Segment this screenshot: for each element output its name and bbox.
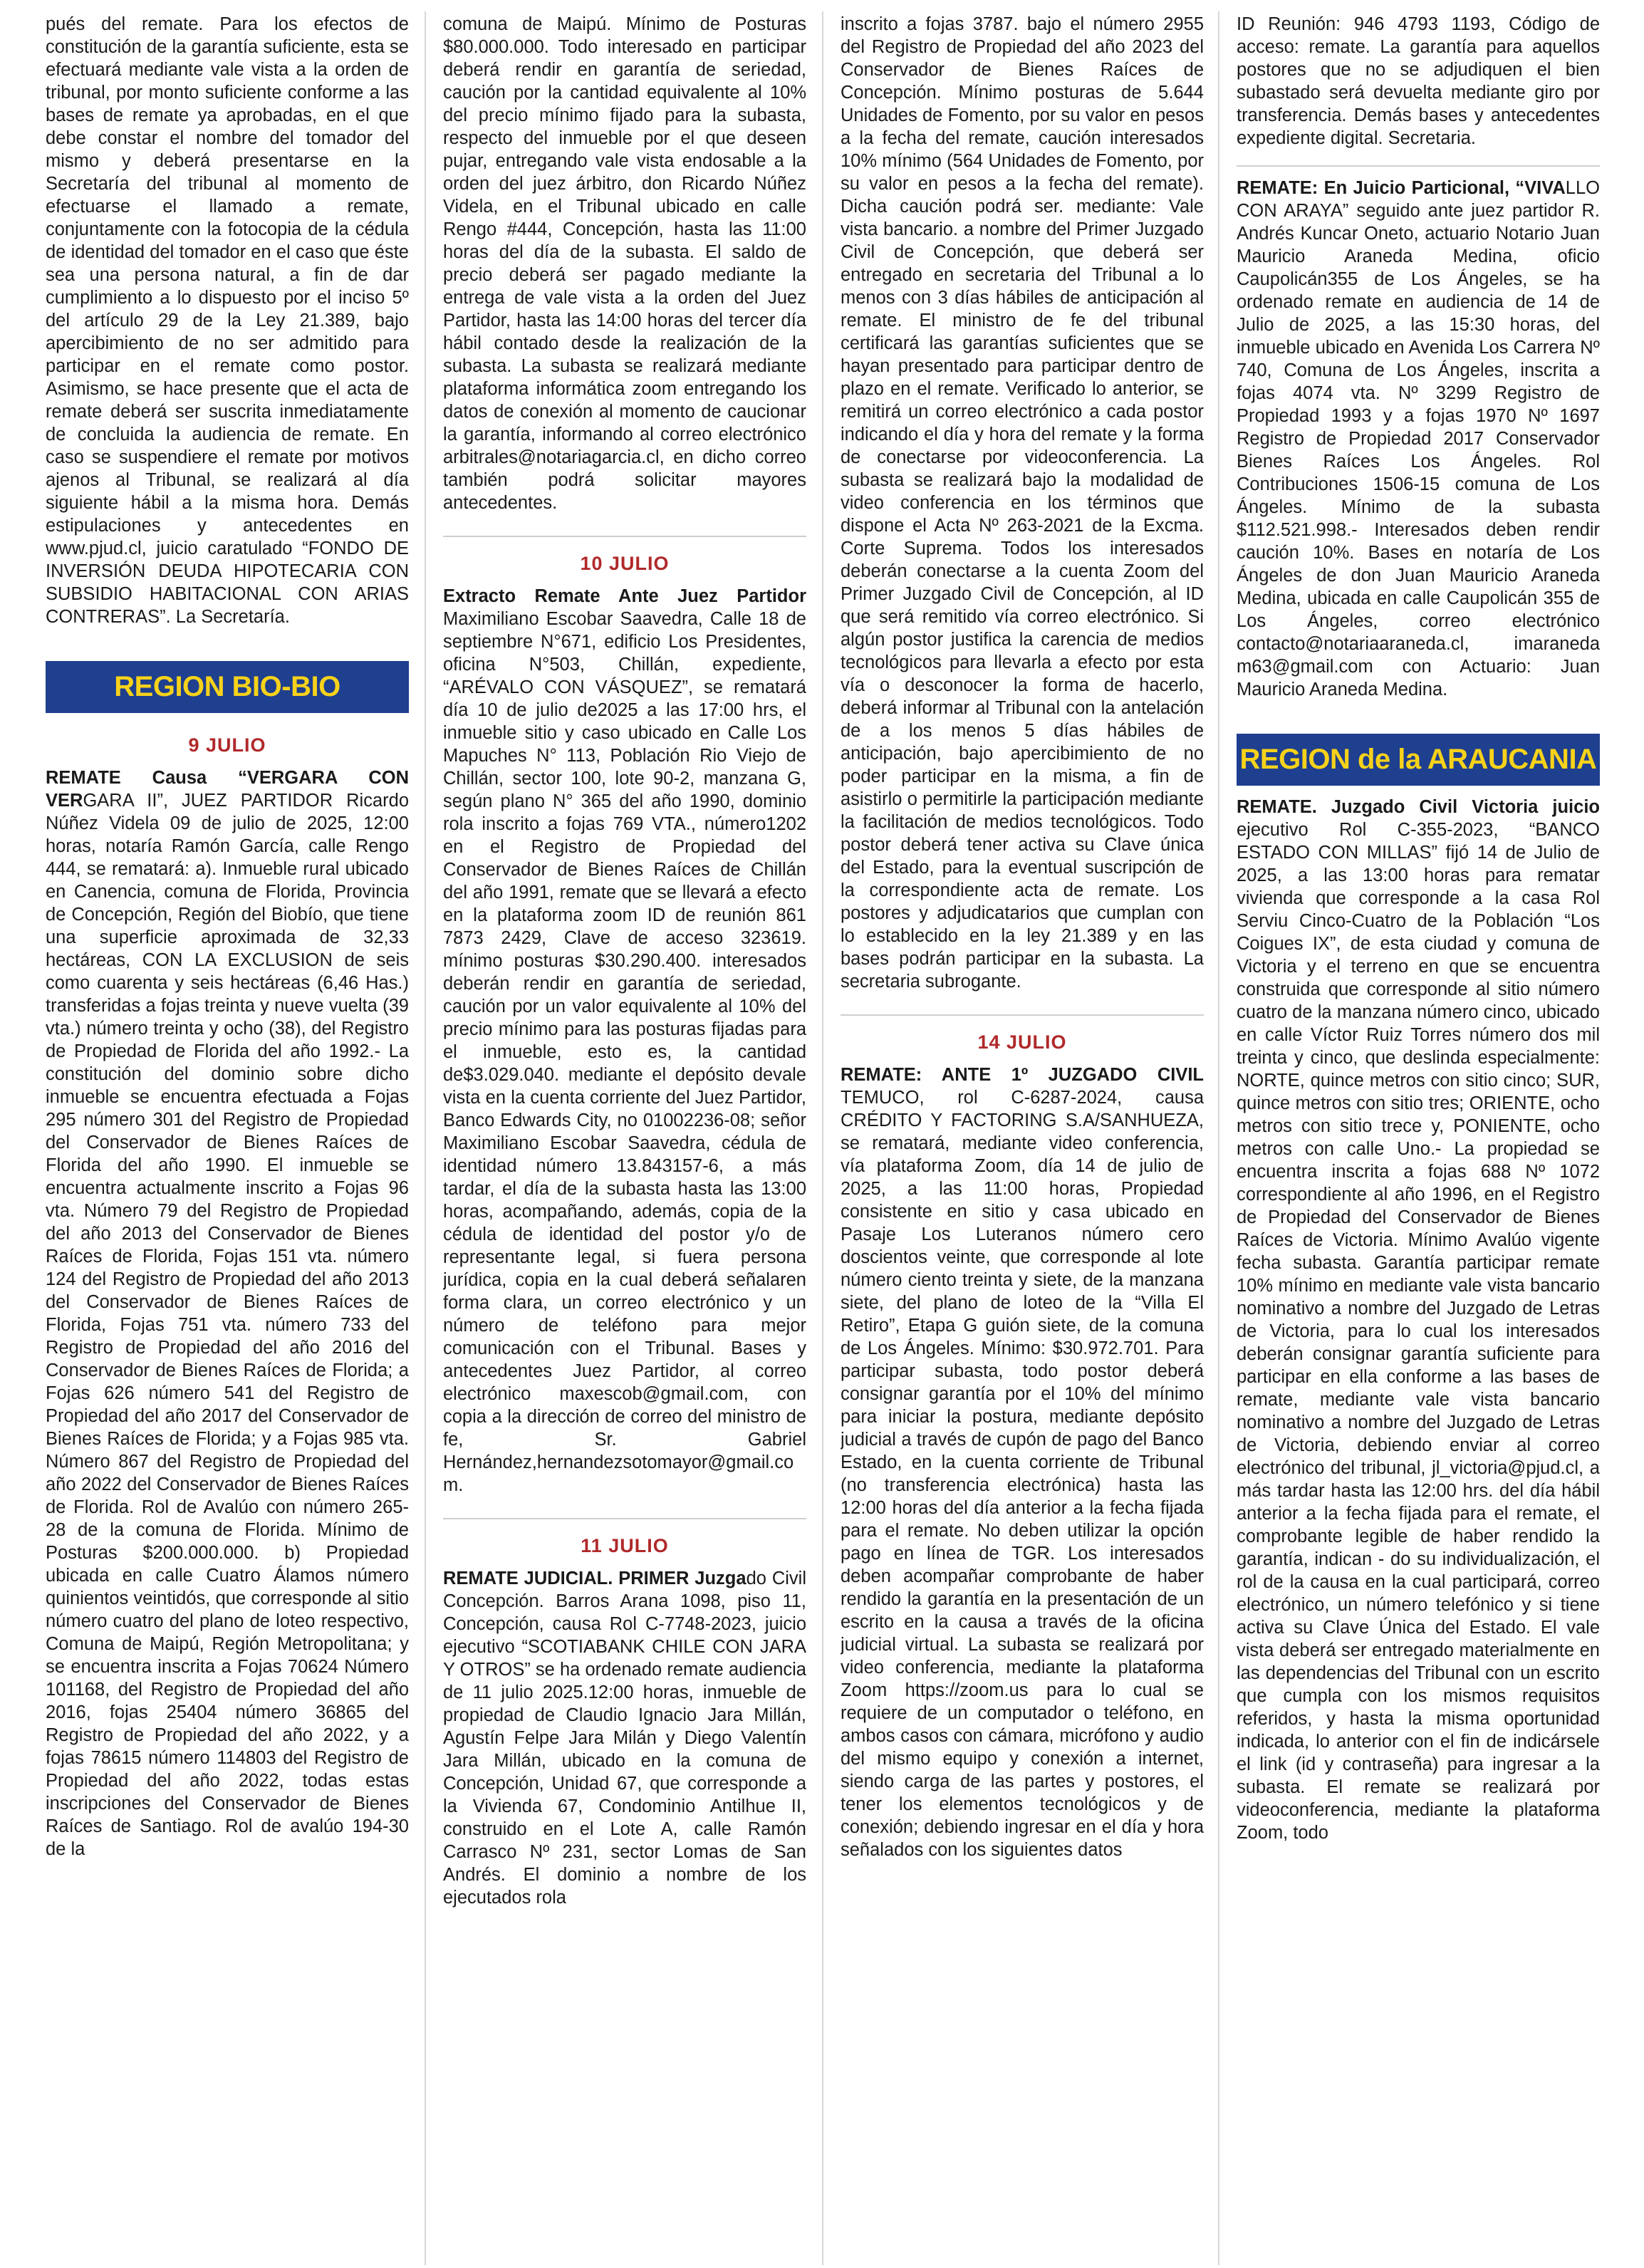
notice-body: ejecutivo Rol C-355-2023, “BANCO ESTADO CON MILLAS” fijó 14 de Julio de 2025, a las 13:00 horas para rematar vivienda que corresponde a la casa Rol Serviu Cinco-Cuatro de la Población “Los Coigues IX”, de esta ciudad y comuna de Victoria y el terreno en que se encuentra construida que corresponde al sitio número cuatro de la manzana número cinco, ubicado en calle Víctor Ruiz Torres número dos mil treinta y cinco, que deslinda especialmente: NORTE, quince metros con sitio cinco; SUR, quince metros con sitio tres; ORIENTE, ocho metros con sitio trece y, PONIENTE, ocho metros con calle Uno.- La propiedad se encuentra inscrita a fojas 688 Nº 1072 correspondiente al año 1996, en el Registro de Propiedad del Conservador de Bienes Raíces de Victoria. Mínimo Avalúo vigente fecha subasta. Garantía participar remate 10% mínimo en mediante vale vista bancario nominativo a nombre del Juzgado de Letras de Victoria, para lo cual los interesados deberán consignar garantía suficiente para participar en ella conforme a las bases de remate, mediante vale vista bancario nominativo a nombre del Juzgado de Letras de Victoria, debiendo enviar al correo electrónico del tribunal, jl_victoria@pjud.cl, a más tardar hasta las 12:00 hrs. del día hábil anterior a la fecha fijada para el remate, el comprobante legible de haber rendido la garantía, indican - do su individualización, el rol de la causa en la cual participará, correo electrónico, un número telefónico y si tiene activa su Clave Única del Estado. El vale vista deberá ser entregado materialmente en las dependencias del Tribunal con un escrito que cumpla con los mismos requisitos referidos, y hasta la misma oportunidad indicada, lo anterior con el fin de indicársele el link (id y contraseña) para ingresar a la subasta. El remate se realizará por videoconferencia, mediante la plataforma Zoom, todo: [1237, 820, 1600, 1843]
column-2: [443, 13, 806, 2264]
date-heading: 9 JULIO: [188, 734, 266, 756]
notice-text: [443, 585, 806, 1497]
notice-lead: REMATE: ANTE 1º JUZGADO CIVIL: [841, 1065, 1204, 1085]
notice-body: TEMUCO, rol C-6287-2024, causa CRÉDITO Y FACTORING S.A/SANHUEZA, se rematará, mediante video conferencia, vía plataforma Zoom, día 14 de julio de 2025, a las 11:00 horas, Propiedad consistente en sitio y casa ubicado en Pasaje Los Luteranos número cero doscientos veinte, que corresponde al lote número ciento treinta y siete, de la manzana siete, del plano de loteo de la “Villa El Retiro”, Etapa G guión siete, de la comuna de Los Ángeles. Mínimo: $30.972.701. Para participar subasta, todo postor deberá consignar garantía por el 10% del mínimo para iniciar la postura, mediante depósito judicial a través de cupón de pago del Banco Estado, en la cuenta corriente de Tribunal (no transferencia electrónica) hasta las 12:00 horas del día anterior a la fecha fijada para el remate. No deben utilizar la opción pago en línea de TGR. Los interesados deben acompañar comprobante de haber rendido la garantía en la presentación de un escrito en la causa a través de la oficina judicial virtual. La subasta se realizará por video conferencia, mediante la plataforma Zoom https://zoom.us para lo cual se requiere de un computador o teléfono, en ambos casos con cámara, micrófono y audio del mismo equipo y conexión a internet, siendo carga de las partes y postores, el tener los elementos tecnológicos y de conexión; debiendo ingresar en el día y hora señalados con los siguientes datos: [841, 1088, 1204, 1860]
notice-lead: REMATE. Juzgado Civil Victoria juicio: [1237, 797, 1600, 817]
column-divider: [425, 11, 426, 2265]
date-heading: 10 JULIO: [443, 536, 806, 575]
notice-text: [1237, 796, 1600, 1844]
notice-body: do Civil Concepción. Barros Arana 1098, piso 11, Concepción, causa Rol C-7748-2023, juicio ejecutivo “SCOTIABANK CHILE CON JARA Y OTROS” se ha ordenado remate audiencia de 11 julio 2025.12:00 horas, inmueble de propiedad de Claudio Ignacio Jara Millán, Agustín Felpe Jara Milán y Diego Valentín Jara Millán, ubicado en la comuna de Concepción, Unidad 67, que corresponde a la Vivienda 67, Condominio Antilhue II, construido en el Lote A, calle Ramón Carrasco Nº 231, sector Lomas de San Andrés. El dominio a nombre de los ejecutados rola: [443, 1569, 806, 1908]
notice-text: [46, 766, 409, 1861]
column-divider: [1218, 11, 1219, 2265]
notice-body: LLO CON ARAYA” seguido ante juez partidor R. Andrés Kuncar Oneto, actuario Notario Juan Mauricio Araneda Medina, oficio Caupolicán355 de Los Ángeles, se ha ordenado remate en audiencia de 14 de Julio de 2025, a las 15:30 horas, del inmueble ubicado en Avenida Los Carrera Nº 740, Comuna de Los Ángeles, inscrita a fojas 4074 vta. Nº 3299 Registro de Propiedad 1993 y a fojas 1970 Nº 1697 Registro de Propiedad 2017 Conservador Bienes Raíces Los Ángeles. Rol Contribuciones 1506-15 comuna de Los Ángeles. Mínimo de la subasta $112.521.998.- Interesados deben rendir caución 10%. Bases en notaría de Los Ángeles de don Juan Mauricio Araneda Medina, ubicada en calle Caupolicán 355 de Los Ángeles, correo electrónico contacto@notariaaraneda.cl, imaraneda m63@gmail.com con Actuario: Juan Mauricio Araneda Medina.: [1237, 178, 1600, 699]
column-divider: [822, 11, 823, 2265]
column-4: [1237, 13, 1600, 2264]
region-banner-bio-bio: REGION BIO-BIO: [46, 661, 409, 713]
column-1: [46, 13, 409, 2264]
notice-body: Maximiliano Escobar Saavedra, Calle 18 de septiembre N°671, edificio Los Presidentes, oficina N°503, Chillán, expediente, “ARÉVALO CON VÁSQUEZ”, se rematará día 10 de julio de2025 a las 17:00 hrs, el inmueble sitio y caso ubicado en Calle Los Mapuches N° 113, Población Rio Viejo de Chillán, sector 100, lote 90-2, manzana G, según plano N° 365 del año 1990, dominio rola inscrito a fojas 769 VTA., número1202 en el Registro de Propiedad del Conservador de Bienes Raíces de Chillán del año 1991, remate que se llevará a efecto en la plataforma zoom ID de reunión 861 7873 2429, Clave de acceso 323619. mínimo posturas $30.290.400. interesados deberán rendir en garantía de seriedad, caución por un valor equivalente al 10% del precio mínimo para las posturas fijadas para el inmueble, esto es, la cantidad de$3.029.040. mediante el depósito devale vista en la cuenta corriente del Juez Partidor, Banco Edwards City, no 01002236-08; señor Maximiliano Escobar Saavedra, cédula de identidad número 13.843157-6, a más tardar, el día de la subasta hasta las 13:00 horas, acompañando, además, copia de la cédula de identidad del postor y/o de representante legal, si fuera persona jurídica, copia en la cual deberá señalaren forma clara, un correo electrónico y un número de teléfono para mejor comunicación con el Tribunal. Bases y antecedentes Juez Partidor, al correo electrónico maxescob@gmail.com, con copia a la dirección de correo del ministro de fe, Sr. Gabriel Hernández,hernandezsotomayor@gmail.com.: [443, 609, 806, 1495]
notice-text: pués del remate. Para los efectos de constitución de la garantía suficiente, esta se efectuará mediante vale vista a la orden de tribunal, por monto suficiente conforme a las bases de remate ya aprobadas, en el que debe constar el nombre del tomador del mismo y deberá presentarse en la Secretaría del tribunal al momento de efectuarse el llamado a remate, conjuntamente con la fotocopia de la cédula de identidad del tomador en el caso que éste sea una persona natural, a fin de dar cumplimiento a lo dispuesto por el inciso 5º del artículo 29 de la Ley 21.389, bajo apercibimiento de no ser admitido para participar en el remate como postor. Asimismo, se hace presente que el acta de remate deberá ser suscrita inmediatamente de concluida la audiencia de remate. En caso se suspendiere el remate por motivos ajenos al Tribunal, se realizará al día siguiente hábil a la misma hora. Demás estipulaciones y antecedentes en www.pjud.cl, juicio caratulado “FONDO DE INVERSIÓN DEUDA HIPOTECARIA CON SUBSIDIO HABITACIONAL CON ARIAS CONTRERAS”. La Secretaría.: [46, 14, 409, 627]
notice-text: [443, 1567, 806, 1909]
date-heading: 14 JULIO: [841, 1014, 1204, 1054]
notice-lead: Extracto Remate Ante Juez Partidor: [443, 586, 806, 606]
notice-text: [1237, 177, 1600, 701]
notice-lead: REMATE: En Juicio Particional, “VIVA: [1237, 178, 1566, 198]
notice-text: [841, 1063, 1204, 1861]
date-heading: 11 JULIO: [443, 1518, 806, 1557]
notice-body: GARA II”, JUEZ PARTIDOR Ricardo Núñez Videla 09 de julio de 2025, 12:00 horas, notaría Ramón García, calle Rengo 444, se rematará: a). Inmueble rural ubicado en Canencia, comuna de Florida, Provincia de Concepción, Región del Biobío, que tiene una superficie aproximada de 32,33 hectáreas, CON LA EXCLUSION de seis como cuarenta y seis hectáreas (6,46 Has.) transferidas a fojas treinta y nueve vuelta (39 vta.) número treinta y ocho (38), del Registro de Propiedad de Florida del año 1992.- La constitución del dominio sobre dicho inmueble se encuentra efectuada a Fojas 295 número 301 del Registro de Propiedad del Conservador de Bienes Raíces de Florida del año 1990. El inmueble se encuentra actualmente inscrito a Fojas 96 vta. Número 79 del Registro de Propiedad del año 2013 del Conservador de Bienes Raíces de Florida, Fojas 151 vta. número 124 del Registro de Propiedad del año 2013 del Conservador de Bienes Raíces de Florida, Fojas 751 vta. número 733 del Registro de Propiedad del año 2016 del Conservador de Bienes Raíces de Florida; a Fojas 626 número 541 del Registro de Propiedad del año 2017 del Conservador de Bienes Raíces de Florida; y a Fojas 985 vta. Número 867 del Registro de Propiedad del año 2022 del Conservador de Bienes Raíces de Florida. Rol de Avalúo con número 265-28 de la comuna de Florida. Mínimo de Posturas $200.000.000. b) Propiedad ubicada en calle Cuatro Álamos número quinientos veintidós, que corresponde al sitio número cuatro del plano de loteo respectivo, Comuna de Maipú, Región Metropolitana; y se encuentra inscrita a Fojas 70624 Número 101168, del Registro de Propiedad del año 2016, fojas 25404 número 36865 del Registro de Propiedad del año 2022, y a fojas 78615 número 114803 del Registro de Propiedad del año 2022, todas estas inscripciones del Conservador de Bienes Raíces de Santiago. Rol de avalúo 194-30 de la: [46, 791, 409, 1859]
notice-text: ID Reunión: 946 4793 1193, Código de acceso: remate. La garantía para aquellos postores que no se adjudiquen el bien subastado será devuelta mediante giro por transferencia. Demás bases y antecedentes expediente digital. Secretaria.: [1237, 14, 1600, 148]
notice-lead: REMATE Causa “VERGARA CON VER: [46, 768, 409, 811]
region-banner-araucania: REGION de la ARAUCANIA: [1237, 734, 1600, 786]
column-3: [841, 13, 1204, 2264]
notice-lead: REMATE JUDICIAL. PRIMER Juzga: [443, 1569, 746, 1588]
notice-text: inscrito a fojas 3787. bajo el número 2955 del Registro de Propiedad del año 2023 del Conservador de Bienes Raíces de Concepción. Mínimo posturas de 5.644 Unidades de Fomento, por su valor en pesos a la fecha del remate, caución interesados 10% mínimo (564 Unidades de Fomento, por su valor en pesos a la fecha del remate). Dicha caución podrá ser. mediante: Vale vista bancario. a nombre del Primer Juzgado Civil de Concepción, que deberá ser entregado en secretaria del Tribunal a lo menos con 3 días hábiles de anticipación al remate. El ministro de fe del tribunal certificará las garantías suficientes que se hayan presentado para participar dentro de plazo en el remate. Verificado lo anterior, se remitirá un correo electrónico a cada postor indicando el día y hora del remate y la forma de conectarse por videoconferencia. La subasta se realizará bajo la modalidad de video conferencia en los términos que dispone el Acta Nº 263-2021 de la Excma. Corte Suprema. Todos los interesados deberán conectarse a la cuenta Zoom del Primer Juzgado Civil de Concepción, al ID que será remitido vía correo electrónico. Si algún postor justifica la carencia de medios tecnológicos para llevarla a efecto por esta vía o desconocer la forma de hacerlo, deberá informar al Tribunal con la antelación de a los menos 5 días hábiles de anticipación, bajo apercibimiento de no poder participar en la misma, a fin de asistirlo o permitirle la participación mediante la facilitación de medios tecnológicos. Todo postor deberá tener activa su Clave única del Estado, para la eventual suscripción de la correspondiente acta de remate. Los postores y adjudicatarios que cumplan con lo establecido en la ley 21.389 y en las bases podrán participar en la subasta. La secretaria subrogante.: [841, 14, 1204, 992]
notice-text: comuna de Maipú. Mínimo de Posturas $80.000.000. Todo interesado en participar deberá rendir en garantía de seriedad, caución por la cantidad equivalente al 10% del precio mínimo fijado para la subasta, respecto del inmueble por el que deseen pujar, entregando vale vista endosable a la orden del juez árbitro, don Ricardo Núñez Videla, en el Tribunal ubicado en calle Rengo #444, Concepción, hasta las 11:00 horas del día de la subasta. El saldo de precio deberá ser pagado mediante la entrega de vale vista a la orden del Juez Partidor, hasta las 14:00 horas del tercer día hábil contado desde la realización de la subasta. La subasta se realizará mediante plataforma informática zoom entregando los datos de conexión al momento de caucionar la garantía, informando al correo electrónico arbitrales@notariagarcia.cl, en dicho correo también podrá solicitar mayores antecedentes.: [443, 14, 806, 513]
separator: [1237, 165, 1600, 177]
